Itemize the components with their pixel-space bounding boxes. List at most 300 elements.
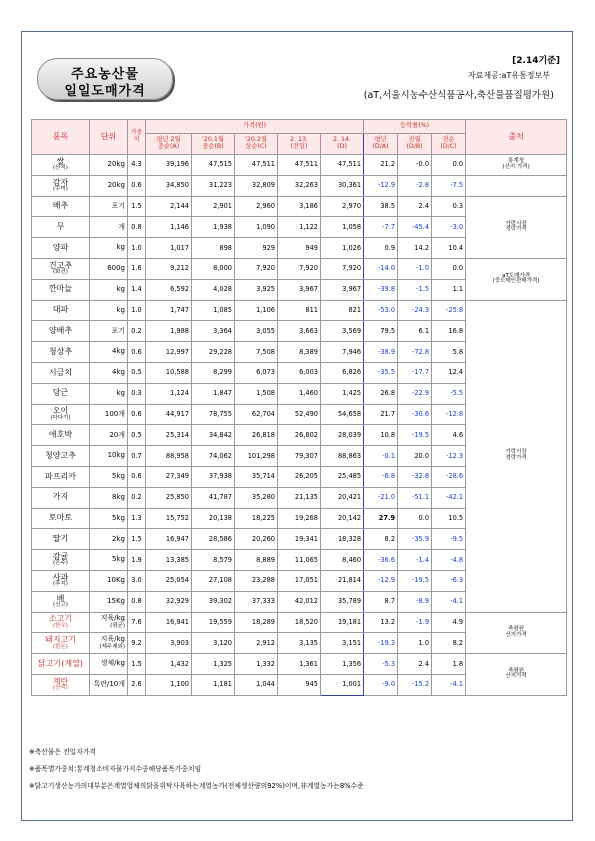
price-b: 3,364 [192,321,235,342]
rate-rb: 2.4 [398,654,432,675]
price-d1: 6,003 [278,362,321,383]
price-b: 1,847 [192,383,235,404]
price-c: 1,044 [235,674,278,695]
rate-ra: 26.8 [364,383,398,404]
price-c: 2,960 [235,196,278,217]
col-unit: 단위 [90,120,128,155]
price-a: 32,929 [146,591,192,612]
rate-rc: -7.5 [432,175,466,196]
price-c: 101,298 [235,446,278,467]
source-note: aT도매가격 (중도매인판매가격) [466,258,567,300]
page-frame [21,31,573,821]
item-weight: 1.5 [128,196,146,217]
rate-rc: 12.4 [432,362,466,383]
rate-ra: -39.8 [364,279,398,300]
table-row [32,654,567,675]
price-d1: 32,263 [278,175,321,196]
table-row [32,175,567,196]
rate-rb: -1.0 [398,258,432,279]
price-d1: 1,460 [278,383,321,404]
rate-rb: -8.9 [398,591,432,612]
price-a: 39,196 [146,155,192,176]
footnote: ※축산물은 전일자가격 [29,748,96,756]
price-today: 28,039 [321,425,364,446]
item-name: 딸기 [32,529,90,550]
price-a: 25,054 [146,570,192,591]
price-d1: 42,012 [278,591,321,612]
item-name: 배 (신고) [32,591,90,612]
price-table [31,119,567,696]
price-a: 16,941 [146,612,192,633]
item-name: 쌀 (산지) [32,155,90,176]
price-today: 54,658 [321,404,364,425]
rate-rb: -1.9 [398,612,432,633]
price-c: 35,280 [235,487,278,508]
item-unit: 20개 [90,425,128,446]
price-d1: 26,802 [278,425,321,446]
price-a: 1,017 [146,238,192,259]
price-d1: 811 [278,300,321,321]
source-note: 가락시장 경락가격 [466,196,567,258]
price-c: 35,714 [235,466,278,487]
price-a: 9,212 [146,258,192,279]
item-name: 파프리카 [32,466,90,487]
rate-rb: -32.8 [398,466,432,487]
price-a: 6,592 [146,279,192,300]
price-c: 20,260 [235,529,278,550]
rate-rb: -51.1 [398,487,432,508]
price-today: 8,460 [321,550,364,571]
rate-rc: -25.8 [432,300,466,321]
rate-rb: 6.1 [398,321,432,342]
item-unit: kg [90,279,128,300]
price-b: 37,938 [192,466,235,487]
rate-rc: -42.1 [432,487,466,508]
price-a: 1,747 [146,300,192,321]
item-weight: 7.6 [128,612,146,633]
rate-ra: -6.8 [364,466,398,487]
item-unit: 100개 [90,404,128,425]
price-today: 18,328 [321,529,364,550]
rate-ra: 0.9 [364,238,398,259]
item-name: 돼지고기 (한돈) [32,633,90,654]
item-unit: kg [90,300,128,321]
item-weight: 0.5 [128,425,146,446]
rate-ra: -36.6 [364,550,398,571]
col-rate-group: 등락률(%) [364,120,466,134]
price-d1: 945 [278,674,321,695]
item-unit: 포기 [90,321,128,342]
col-rate-period: 전순 (D/C) [432,134,466,155]
price-a: 1,988 [146,321,192,342]
rate-rc: 0.0 [432,258,466,279]
rate-rc: -3.0 [432,217,466,238]
rate-ra: -12.9 [364,175,398,196]
rate-rc: 4.6 [432,425,466,446]
data-provider: 자료제공:aT유통정보부 [467,71,550,80]
item-unit: 10kg [90,446,128,467]
table-row [32,300,567,321]
price-d1: 79,307 [278,446,321,467]
price-b: 31,223 [192,175,235,196]
rate-rb: -19.5 [398,425,432,446]
price-c: 26,818 [235,425,278,446]
source-note: 통계청 (산지 가격) [466,155,567,176]
price-c: 8,889 [235,550,278,571]
rate-ra: -38.9 [364,342,398,363]
item-name: 가지 [32,487,90,508]
item-name: 양배추 [32,321,90,342]
price-b: 20,138 [192,508,235,529]
rate-rb: 0.0 [398,508,432,529]
rate-rc: -28.6 [432,466,466,487]
rate-rc: -4.1 [432,674,466,695]
price-today: 21,814 [321,570,364,591]
footnotes [29,744,364,795]
price-a: 25,850 [146,487,192,508]
price-c: 1,090 [235,217,278,238]
price-a: 10,588 [146,362,192,383]
rate-rc: -5.5 [432,383,466,404]
item-weight: 0.3 [128,383,146,404]
rate-rc: 8.2 [432,633,466,654]
price-b: 3,120 [192,633,235,654]
price-a: 88,958 [146,446,192,467]
item-weight: 1.6 [128,258,146,279]
price-c: 1,106 [235,300,278,321]
rate-rc: 1.8 [432,654,466,675]
item-weight: 4.3 [128,155,146,176]
price-today: 47,511 [321,155,364,176]
price-b: 41,787 [192,487,235,508]
price-b: 1,085 [192,300,235,321]
title-line-1: 주요농산물 [71,67,139,82]
rate-rc: 5.8 [432,342,466,363]
rate-rc: -9.5 [432,529,466,550]
price-a: 15,752 [146,508,192,529]
price-today: 3,151 [321,633,364,654]
rate-rb: -72.8 [398,342,432,363]
price-c: 18,225 [235,508,278,529]
table-row [32,258,567,279]
item-unit: 15Kg [90,591,128,612]
rate-rc: -12.3 [432,446,466,467]
col-jan20: '20.1월 중순(B) [192,134,235,155]
rate-rb: 2.4 [398,196,432,217]
item-weight: 1.5 [128,529,146,550]
price-d1: 1,361 [278,654,321,675]
item-unit: 600g [90,258,128,279]
item-name: 닭고기(계열) [32,654,90,675]
price-d1: 21,135 [278,487,321,508]
col-avg-feb: 평년 2월 중순(A) [146,134,192,155]
item-unit: 20kg [90,175,128,196]
item-name: 시금치 [32,362,90,383]
rate-rb: -24.3 [398,300,432,321]
footnote: ※닭고기생산농가의대부분은계열업체의닭을위탁사육하는계열농가(전체생산량의92%)이며,非계열농가는8%수준 [29,782,364,790]
rate-rb: 20.0 [398,446,432,467]
col-item: 품목 [32,120,90,155]
rate-rc: -4.1 [432,591,466,612]
price-a: 44,917 [146,404,192,425]
price-today: 1,425 [321,383,364,404]
price-a: 1,146 [146,217,192,238]
price-b: 2,901 [192,196,235,217]
rate-rb: -2.8 [398,175,432,196]
rate-ra: -53.0 [364,300,398,321]
price-today: 88,863 [321,446,364,467]
rate-ra: 21.2 [364,155,398,176]
rate-rb: -17.7 [398,362,432,383]
price-c: 47,511 [235,155,278,176]
item-weight: 1.5 [128,654,146,675]
rate-rc: -12.8 [432,404,466,425]
price-today: 2,970 [321,196,364,217]
item-name: 감귤 (온주) [32,550,90,571]
col-price-group: 가격(원) [146,120,364,134]
price-today: 19,181 [321,612,364,633]
price-b: 1,181 [192,674,235,695]
price-c: 2,912 [235,633,278,654]
item-unit: 20kg [90,155,128,176]
item-name: 애호박 [32,425,90,446]
price-a: 25,314 [146,425,192,446]
rate-ra: 8.7 [364,591,398,612]
price-d1: 8,389 [278,342,321,363]
rate-rc: 0.0 [432,155,466,176]
col-source: 출처 [466,120,567,155]
price-d1: 3,135 [278,633,321,654]
price-today: 1,026 [321,238,364,259]
rate-rc: -4.8 [432,550,466,571]
rate-rc: 10.4 [432,238,466,259]
table-row [32,155,567,176]
price-c: 23,288 [235,570,278,591]
item-weight: 0.2 [128,487,146,508]
price-a: 3,903 [146,633,192,654]
price-a: 1,124 [146,383,192,404]
price-c: 18,289 [235,612,278,633]
rate-ra: 38.5 [364,196,398,217]
item-weight: 2.6 [128,674,146,695]
item-unit: 생체/kg [90,654,128,675]
rate-ra: -12.9 [364,570,398,591]
rate-ra: -19.3 [364,633,398,654]
item-unit: 8kg [90,487,128,508]
price-c: 7,920 [235,258,278,279]
footnote: ※품목별가중치:통계청소비자물가지수중해당품목가중치임 [29,765,202,773]
price-a: 1,432 [146,654,192,675]
price-today: 7,920 [321,258,364,279]
item-name: 깐마늘 [32,279,90,300]
rate-ra: -7.7 [364,217,398,238]
price-c: 32,809 [235,175,278,196]
price-c: 7,508 [235,342,278,363]
rate-rb: -15.2 [398,674,432,695]
price-today: 821 [321,300,364,321]
price-d1: 19,341 [278,529,321,550]
price-c: 929 [235,238,278,259]
item-unit: 지육/kg (제주제외) [90,633,128,654]
item-weight: 0.8 [128,591,146,612]
rate-rb: -1.4 [398,550,432,571]
rate-ra: -0.1 [364,446,398,467]
price-d1: 3,967 [278,279,321,300]
price-a: 27,349 [146,466,192,487]
price-a: 34,850 [146,175,192,196]
price-b: 898 [192,238,235,259]
col-today: 2. 14. (D) [321,134,364,155]
price-d1: 26,205 [278,466,321,487]
price-d1: 3,663 [278,321,321,342]
col-rate-avg: 평년 (D/A) [364,134,398,155]
item-unit: kg [90,383,128,404]
price-d1: 949 [278,238,321,259]
col-rate-month: 전월 (D/B) [398,134,432,155]
item-unit: 4kg [90,362,128,383]
price-a: 1,100 [146,674,192,695]
price-b: 39,302 [192,591,235,612]
rate-ra: 13.2 [364,612,398,633]
price-d1: 52,490 [278,404,321,425]
item-name: 사과 (후지) [32,570,90,591]
rate-rc: -6.3 [432,570,466,591]
price-b: 78,755 [192,404,235,425]
price-b: 28,586 [192,529,235,550]
price-today: 25,485 [321,466,364,487]
item-name: 대파 [32,300,90,321]
rate-ra: 10.8 [364,425,398,446]
item-weight: 0.6 [128,466,146,487]
price-d1: 17,051 [278,570,321,591]
price-b: 1,325 [192,654,235,675]
price-today: 20,142 [321,508,364,529]
source-note: 가락시장 경락가격 [466,300,567,612]
price-today: 20,421 [321,487,364,508]
rate-ra: -9.0 [364,674,398,695]
price-today: 1,001 [321,674,364,695]
price-b: 8,000 [192,258,235,279]
price-d1: 1,122 [278,217,321,238]
price-today: 1,356 [321,654,364,675]
item-weight: 1.0 [128,238,146,259]
item-weight: 0.6 [128,175,146,196]
source-note: 축평원 산지가격 [466,612,567,654]
rate-ra: -35.5 [364,362,398,383]
price-d1: 47,511 [278,155,321,176]
item-unit: 2kg [90,529,128,550]
item-name: 청상추 [32,342,90,363]
price-today: 6,826 [321,362,364,383]
price-b: 34,842 [192,425,235,446]
price-c: 37,333 [235,591,278,612]
source-note: 축평원 산지가격 [466,654,567,696]
price-a: 16,947 [146,529,192,550]
price-today: 35,789 [321,591,364,612]
item-unit: 10Kg [90,570,128,591]
rate-rc: 4.9 [432,612,466,633]
source-note [466,175,567,196]
item-weight: 0.7 [128,446,146,467]
item-weight: 9.2 [128,633,146,654]
rate-ra: -5.3 [364,654,398,675]
price-d1: 18,520 [278,612,321,633]
rate-rb: -35.9 [398,529,432,550]
rate-rb: 1.0 [398,633,432,654]
price-c: 1,332 [235,654,278,675]
price-b: 1,938 [192,217,235,238]
reference-date: [2.14기준] [512,56,560,66]
rate-rc: 16.8 [432,321,466,342]
item-name: 배추 [32,196,90,217]
item-weight: 1.9 [128,550,146,571]
price-b: 8,579 [192,550,235,571]
item-name: 감자 (수미) [32,175,90,196]
item-unit: 5kg [90,550,128,571]
price-d1: 11,065 [278,550,321,571]
item-weight: 0.6 [128,404,146,425]
item-name: 계란 (산지) [32,674,90,695]
rate-ra: 8.2 [364,529,398,550]
item-name: 오이 (다다기) [32,404,90,425]
item-weight: 1.0 [128,300,146,321]
col-prev-day: 2. 13. (전일) [278,134,321,155]
item-unit: 4kg [90,342,128,363]
item-weight: 0.6 [128,342,146,363]
rate-rc: 10.5 [432,508,466,529]
item-weight: 0.5 [128,362,146,383]
price-today: 1,058 [321,217,364,238]
item-name: 토마토 [32,508,90,529]
item-unit: kg [90,238,128,259]
price-a: 13,385 [146,550,192,571]
price-d1: 7,920 [278,258,321,279]
price-a: 2,144 [146,196,192,217]
item-weight: 0.8 [128,217,146,238]
rate-rc: 1.1 [432,279,466,300]
price-b: 19,559 [192,612,235,633]
price-b: 29,228 [192,342,235,363]
item-weight: 1.3 [128,508,146,529]
price-b: 8,299 [192,362,235,383]
price-today: 3,569 [321,321,364,342]
rate-ra: 27.9 [364,508,398,529]
price-c: 3,055 [235,321,278,342]
price-a: 12,997 [146,342,192,363]
rate-ra: 79.5 [364,321,398,342]
rate-rb: -0.0 [398,155,432,176]
item-unit: 포기 [90,196,128,217]
item-unit: 특란/10개 [90,674,128,695]
col-weight: 가중치 [128,120,146,155]
price-b: 74,062 [192,446,235,467]
price-today: 7,946 [321,342,364,363]
item-name: 무 [32,217,90,238]
item-name: 건고추 (화건) [32,258,90,279]
rate-ra: 21.7 [364,404,398,425]
rate-rb: -19.5 [398,570,432,591]
item-name: 당근 [32,383,90,404]
item-weight: 1.4 [128,279,146,300]
rate-rb: -22.9 [398,383,432,404]
title-badge [37,58,173,100]
price-today: 3,967 [321,279,364,300]
price-b: 27,108 [192,570,235,591]
price-d1: 19,268 [278,508,321,529]
rate-rb: 14.2 [398,238,432,259]
rate-rb: -45.4 [398,217,432,238]
data-sources: (aT,서울시농수산식품공사,축산물품질평가원) [363,90,554,101]
